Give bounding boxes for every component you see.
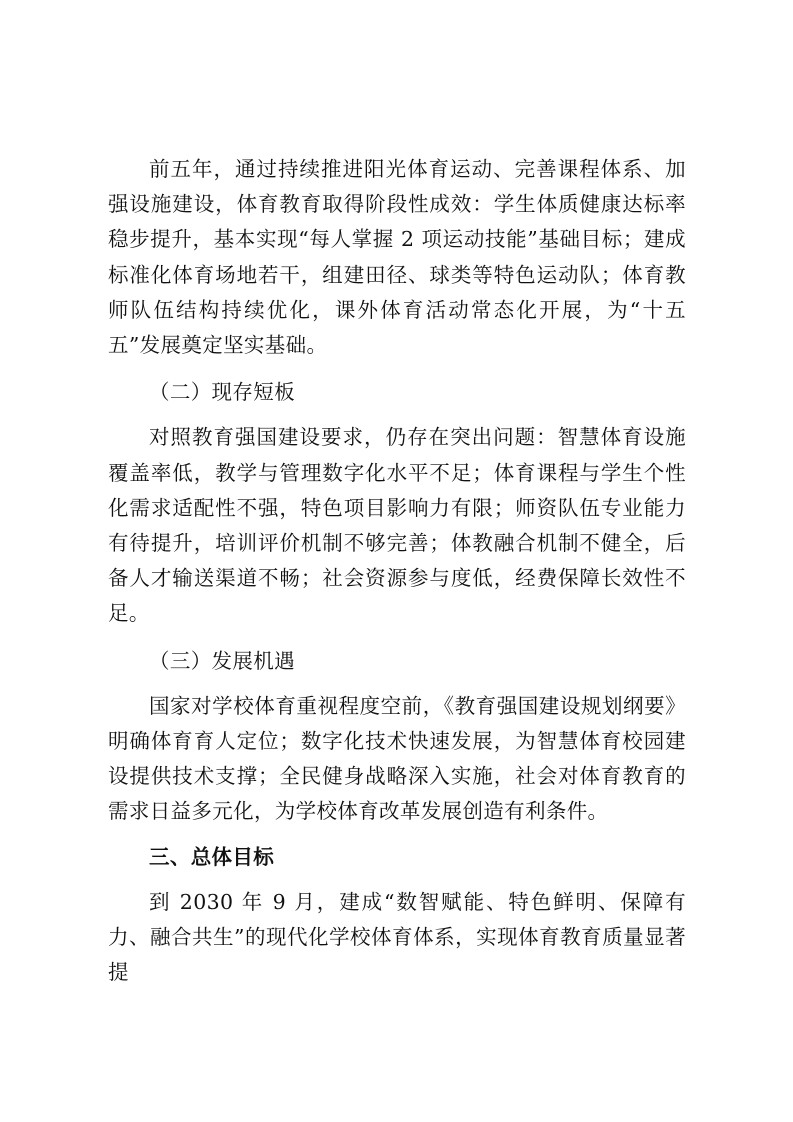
subheading-opportunities: （三）发展机遇 [149, 648, 295, 673]
section-title-overall-goals: 三、总体目标 [149, 844, 275, 869]
paragraph-shortcomings: 对照教育强国建设要求，仍存在突出问题：智慧体育设施覆盖率低，教学与管理数字化水平不足；体育课程与学生个性化需求适配性不强，特色项目影响力有限；师资队伍专业能力有待提升，培训评价机制不够完善；体教融合机制不健全，后备人才输送渠道不畅；社会资源参与度低，经费保障长效性不足。 [108, 425, 686, 626]
subheading-shortcomings: （二）现存短板 [149, 380, 295, 405]
paragraph-achievements: 前五年，通过持续推进阳光体育运动、完善课程体系、加强设施建设，体育教育取得阶段性成效：学生体质健康达标率稳步提升，基本实现“每人掌握 2 项运动技能”基础目标；建成标准化体育场地若干，组建田径、球类等特色运动队；体育教师队伍结构持续优化，课外体育活动常态化开展，为“十五五”发展奠定坚实基础。 [108, 157, 686, 358]
paragraph-overall-goals: 到 2030 年 9 月，建成“数智赋能、特色鲜明、保障有力、融合共生”的现代化学校体育体系，实现体育教育质量显著提 [108, 889, 686, 985]
document-body [108, 152, 686, 990]
paragraph-opportunities: 国家对学校体育重视程度空前，《教育强国建设规划纲要》明确体育育人定位；数字化技术快速发展，为智慧体育校园建设提供技术支撑；全民健身战略深入实施，社会对体育教育的需求日益多元化，为学校体育改革发展创造有利条件。 [108, 693, 686, 824]
